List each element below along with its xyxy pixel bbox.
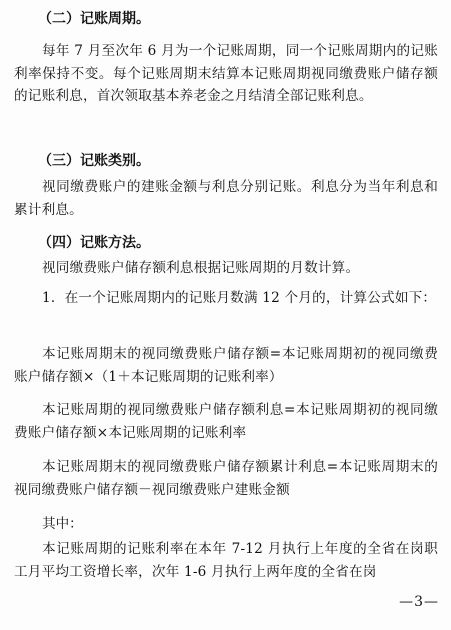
paragraph-twelve-months: 1．在一个记账周期内的记账月数满 12 个月的，计算公式如下： <box>42 290 437 306</box>
paragraph-interest-method: 视同缴费账户储存额利息根据记账周期的月数计算。 <box>42 260 360 276</box>
formula-cumulative-interest: 本记账周期末的视同缴费账户储存额累计利息=本记账周期末的视同缴费账户储存额－视同缴费账户建账金额 <box>14 459 438 498</box>
formula-end-balance: 本记账周期末的视同缴费账户储存额=本记账周期初的视同缴费账户储存额×（1＋本记账周期的记账利率） <box>14 346 438 385</box>
section-heading-2: （二）记账周期。 <box>38 11 150 27</box>
formula-interest: 本记账周期的视同缴费账户储存额利息=本记账周期初的视同缴费账户储存额×本记账周期的记账利率 <box>14 402 438 441</box>
paragraph-interest-rate: 本记账周期的记账利率在本年 7-12 月执行上年度的全省在岗职工月平均工资增长率，次年 1-6 月执行上两年度的全省在岗 <box>14 541 438 580</box>
section-heading-3: （三）记账类别。 <box>38 153 150 169</box>
paragraph-accounting-category: 视同缴费账户的建账金额与利息分别记账。利息分为当年利息和累计利息。 <box>14 179 438 218</box>
paragraph-accounting-period: 每年 7 月至次年 6 月为一个记账周期，同一个记账周期内的记账利率保持不变。每个记账周期末结算本记账周期视同缴费账户储存额的记账利息，首次领取基本养老金之月结清全部记账利息。 <box>14 43 438 104</box>
paragraph-where: 其中： <box>42 516 83 532</box>
page-number: —3— <box>399 594 439 610</box>
section-heading-4: （四）记账方法。 <box>38 235 150 251</box>
